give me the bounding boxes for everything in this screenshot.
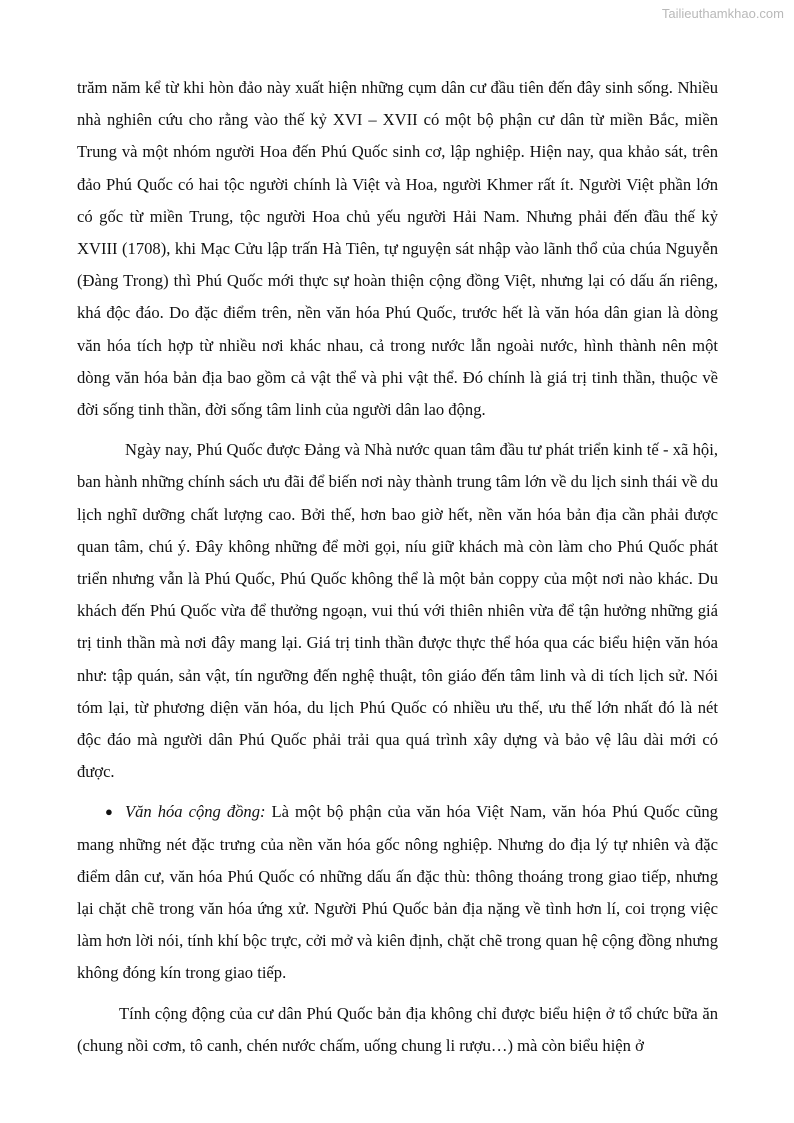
bullet-paragraph xyxy=(77,796,718,989)
bullet-text: Là một bộ phận của văn hóa Việt Nam, văn hóa Phú Quốc cũng mang những nét đặc trưng của nền văn hóa gốc nông nghiệp. Nhưng do địa lý tự nhiên và đặc điểm dân cư, văn hóa Phú Quốc có những dấu ấn đặc thù: thông thoáng trong giao tiếp, nhưng lại chặt chẽ trong văn hóa ứng xử. Người Phú Quốc bản địa nặng về tình hơn lí, coi trọng việc làm hơn lời nói, tính khí bộc trực, cởi mở và kiên định, chặt chẽ trong quan hệ cộng đồng nhưng không đóng kín trong giao tiếp. xyxy=(77,802,718,983)
document-body xyxy=(77,72,718,1070)
bullet-heading: Văn hóa cộng đồng: xyxy=(125,802,266,822)
paragraph-1: trăm năm kể từ khi hòn đảo này xuất hiện những cụm dân cư đầu tiên đến đây sinh sống. Nhiều nhà nghiên cứu cho rằng vào thế kỷ XVI – XVII có một bộ phận cư dân từ miền Bắc, miền Trung và một nhóm người Hoa đến Phú Quốc sinh cơ, lập nghiệp. Hiện nay, qua khảo sát, trên đảo Phú Quốc có hai tộc người chính là Việt và Hoa, người Khmer rất ít. Người Việt phần lớn có gốc từ miền Trung, tộc người Hoa chủ yếu người Hải Nam. Nhưng phải đến đầu thế kỷ XVIII (1708), khi Mạc Cửu lập trấn Hà Tiên, tự nguyện sát nhập vào lãnh thổ của chúa Nguyễn (Đàng Trong) thì Phú Quốc mới thực sự hoàn thiện cộng đồng Việt, nhưng lại có dấu ấn riêng, khá độc đáo. Do đặc điểm trên, nền văn hóa Phú Quốc, trước hết là văn hóa dân gian là dòng văn hóa tích hợp từ nhiều nơi khác nhau, cả trong nước lẫn ngoài nước, hình thành nên một dòng văn hóa bản địa bao gồm cả vật thể và phi vật thể. Đó chính là giá trị tinh thần, thuộc về đời sống tinh thần, đời sống tâm linh của người dân lao động. xyxy=(77,78,718,420)
paragraph-2: Ngày nay, Phú Quốc được Đảng và Nhà nước quan tâm đầu tư phát triển kinh tế - xã hội, ban hành những chính sách ưu đãi để biến nơi này thành trung tâm lớn về du lịch sinh thái về du lịch nghĩ dưỡng chất lượng cao. Bởi thế, hơn bao giờ hết, nền văn hóa bản địa cần phải được quan tâm, chú ý. Đây không những để mời gọi, níu giữ khách mà còn làm cho Phú Quốc phát triển nhưng vẫn là Phú Quốc, Phú Quốc không thể là một bản coppy của một nơi nào khác. Du khách đến Phú Quốc vừa để thưởng ngoạn, vui thú với thiên nhiên vừa để tận hưởng những giá trị tinh thần mà nơi đây mang lại. Giá trị tinh thần được thực thể hóa qua các biểu hiện văn hóa như: tập quán, sản vật, tín ngưỡng đến nghệ thuật, tôn giáo đến tâm linh và di tích lịch sử. Nói tóm lại, từ phương diện văn hóa, du lịch Phú Quốc có nhiều ưu thế, ưu thế lớn nhất đó là nét độc đáo mà người dân Phú Quốc phải trải qua quá trình xây dựng và bảo vệ lâu dài mới có được. xyxy=(77,440,718,782)
watermark-text: Tailieuthamkhao.com xyxy=(661,6,784,21)
paragraph-3: Tính cộng động của cư dân Phú Quốc bản địa không chỉ được biểu hiện ở tổ chức bữa ăn (chung nồi cơm, tô canh, chén nước chấm, uống chung li rượu…) mà còn biểu hiện ở xyxy=(77,1003,718,1055)
bullet-dot-icon: ● xyxy=(105,804,113,820)
